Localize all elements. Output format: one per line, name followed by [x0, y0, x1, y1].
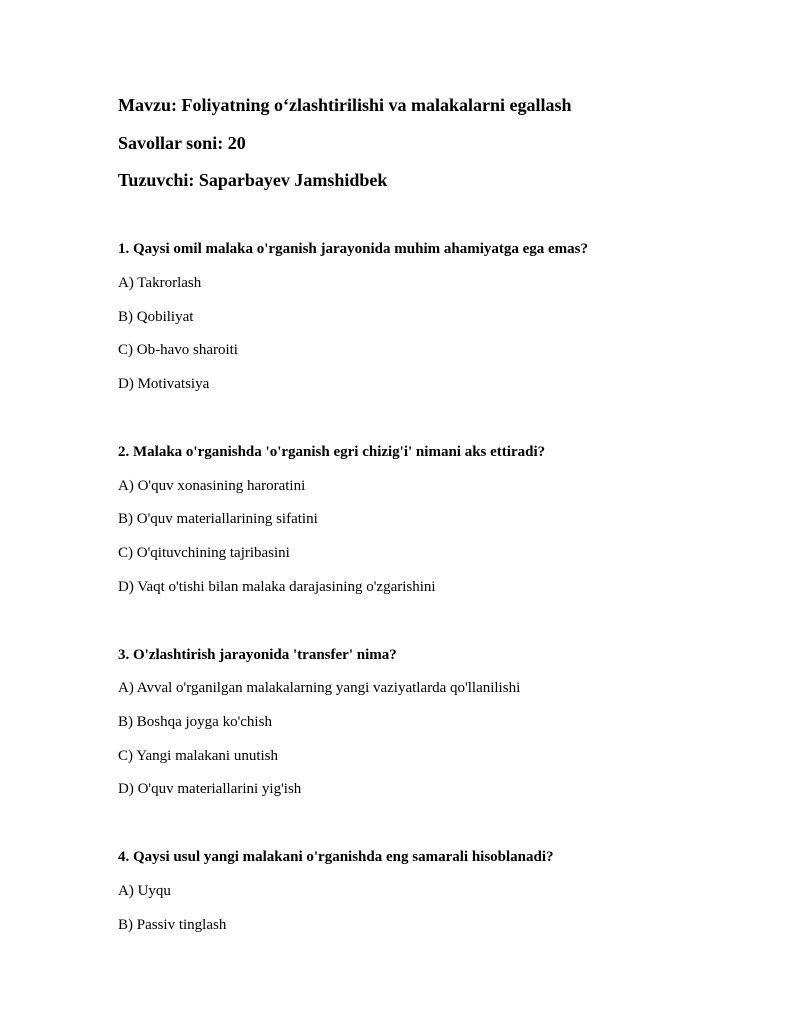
option-3d: D) O'quv materiallarini yig'ish [118, 781, 302, 797]
option-2c: C) O'qituvchining tajribasini [118, 545, 290, 561]
option-2b: B) O'quv materiallarining sifatini [118, 511, 318, 527]
option-1c: C) Ob-havo sharoiti [118, 342, 238, 358]
question-count: Savollar soni: 20 [118, 133, 246, 153]
topic-title: Mavzu: Foliyatning o‘zlashtirilishi va malakalarni egallash [118, 95, 572, 115]
question-4: 4. Qaysi usul yangi malakani o'rganishda eng samarali hisoblanadi? [118, 849, 554, 865]
author-line: Tuzuvchi: Saparbayev Jamshidbek [118, 170, 388, 190]
option-4a: A) Uyqu [118, 883, 171, 899]
question-2: 2. Malaka o'rganishda 'o'rganish egri chizig'i' nimani aks ettiradi? [118, 444, 546, 460]
question-1: 1. Qaysi omil malaka o'rganish jarayonida muhim ahamiyatga ega emas? [118, 241, 589, 257]
option-1d: D) Motivatsiya [118, 376, 210, 392]
option-1b: B) Qobiliyat [118, 309, 194, 325]
option-1a: A) Takrorlash [118, 275, 202, 291]
option-3c: C) Yangi malakani unutish [118, 748, 278, 764]
question-3: 3. O'zlashtirish jarayonida 'transfer' nima? [118, 647, 397, 663]
option-2a: A) O'quv xonasining haroratini [118, 478, 306, 494]
option-3b: B) Boshqa joyga ko'chish [118, 714, 272, 730]
option-4b: B) Passiv tinglash [118, 917, 227, 933]
option-2d: D) Vaqt o'tishi bilan malaka darajasining o'zgarishini [118, 579, 436, 595]
option-3a: A) Avval o'rganilgan malakalarning yangi vaziyatlarda qo'llanilishi [118, 680, 521, 696]
